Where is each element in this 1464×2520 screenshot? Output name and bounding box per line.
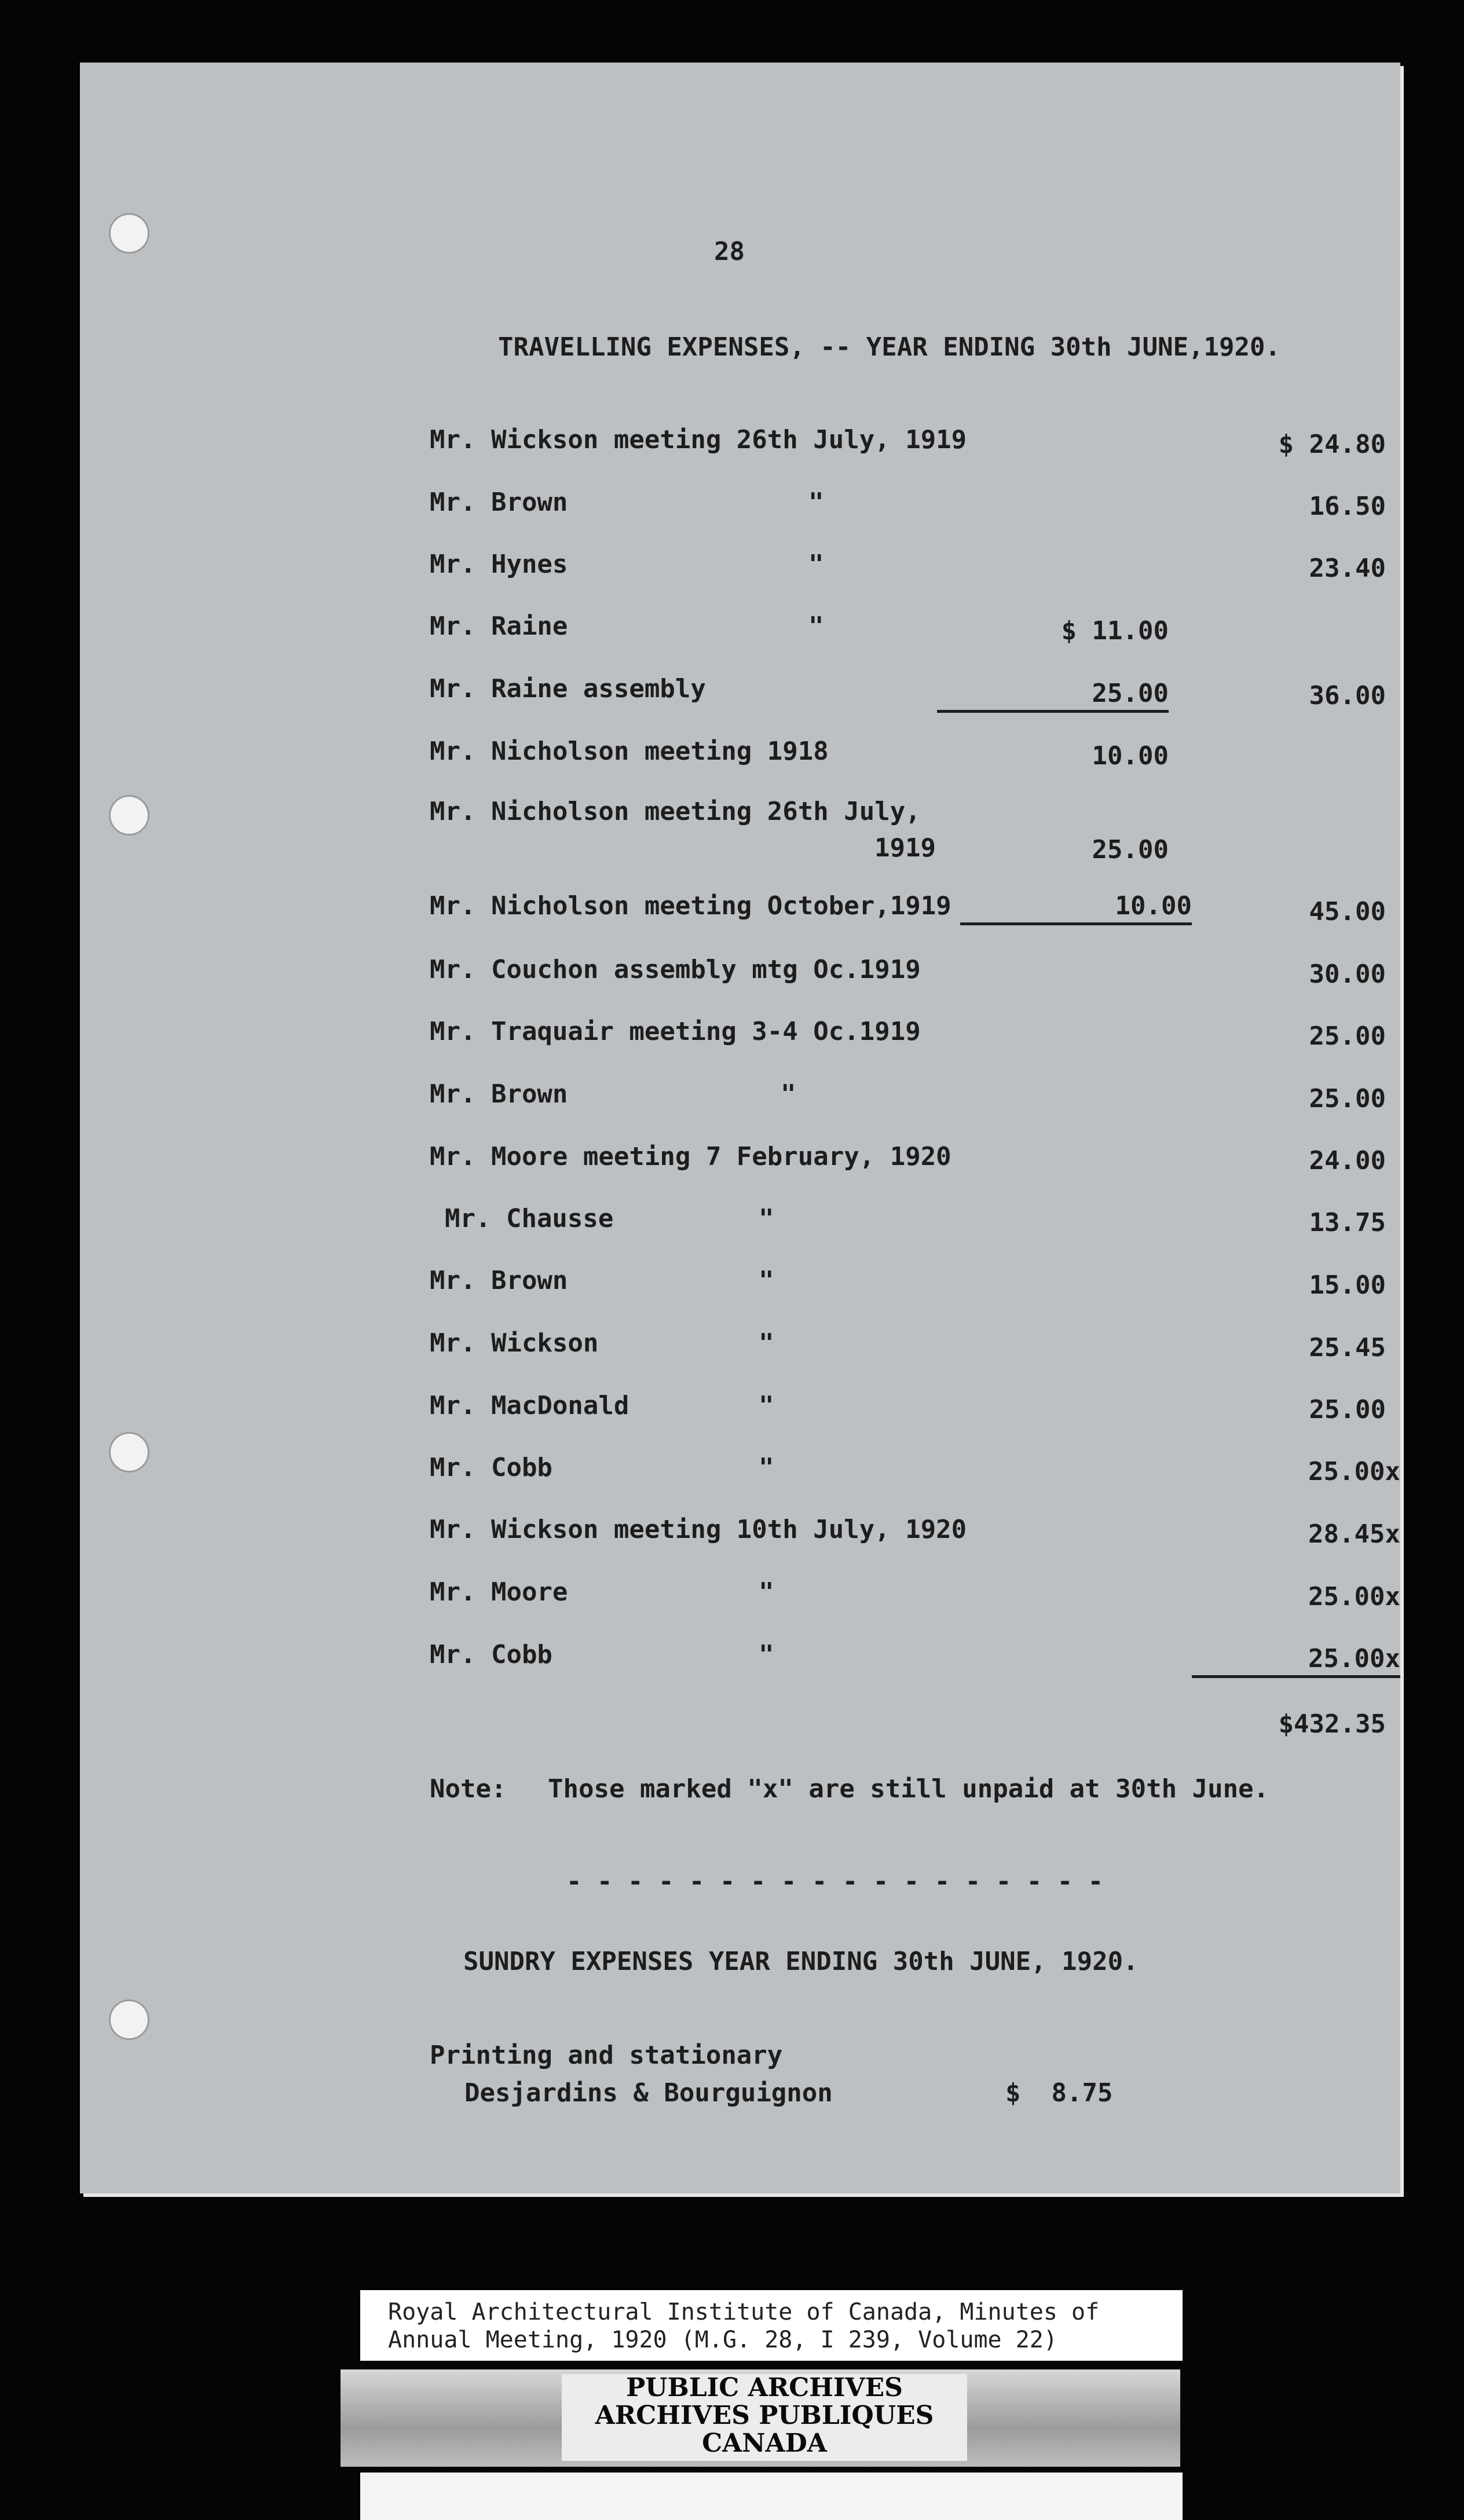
caption-line: Annual Meeting, 1920 (M.G. 28, I 239, Volume 22) xyxy=(388,2327,1057,2353)
row-amount: 25.00 xyxy=(1309,1395,1386,1424)
punch-hole xyxy=(109,1432,149,1473)
row-desc: Mr. Moore xyxy=(430,1577,568,1607)
row-desc: Mr. Traquair meeting 3-4 Oc.1919 xyxy=(430,1017,921,1046)
row-subamount: 10.00 xyxy=(960,893,1192,925)
punch-hole xyxy=(109,213,149,254)
row-desc: Mr. Cobb xyxy=(430,1453,552,1482)
sundry-line: Printing and stationary xyxy=(430,2041,783,2070)
row-desc: Mr. Nicholson meeting 1918 xyxy=(430,737,829,766)
row-amount: 36.00 xyxy=(1309,681,1386,710)
travelling-total: $432.35 xyxy=(1278,1709,1386,1739)
row-desc: Mr. Couchon assembly mtg Oc.1919 xyxy=(430,955,921,984)
page-number: 28 xyxy=(714,237,745,266)
row-desc: Mr. Wickson xyxy=(430,1328,599,1358)
punch-hole xyxy=(109,1999,149,2040)
row-amount: 25.00x xyxy=(1308,1457,1400,1486)
row-desc: Mr. Brown xyxy=(430,488,568,517)
sundry-expenses-title: SUNDRY EXPENSES YEAR ENDING 30th JUNE, 1920. xyxy=(463,1947,1139,1976)
caption-line: Royal Architectural Institute of Canada, Minutes of xyxy=(388,2299,1100,2325)
row-subamount: 10.00 xyxy=(1092,741,1169,771)
row-amount: $ 24.80 xyxy=(1278,430,1386,459)
row-amount: 30.00 xyxy=(1309,959,1386,989)
row-desc-continued: 1919 xyxy=(874,833,936,863)
row-amount: 25.00 xyxy=(1309,1021,1386,1051)
row-subamount: 25.00 xyxy=(937,681,1169,713)
row-desc: Mr. Brown xyxy=(430,1079,568,1109)
travelling-expenses-title: TRAVELLING EXPENSES, -- YEAR ENDING 30th JUNE,1920. xyxy=(498,332,1281,362)
sundry-amount: $ 8.75 xyxy=(1005,2078,1113,2108)
archive-tape xyxy=(341,2369,1180,2467)
note-label: Note: xyxy=(430,1774,507,1804)
row-amount: 45.00 xyxy=(1309,897,1386,926)
row-desc: Mr. Nicholson meeting 26th July, xyxy=(430,797,921,826)
stamp-line: ARCHIVES PUBLIQUES xyxy=(595,2401,934,2430)
row-amount: 28.45x xyxy=(1308,1519,1400,1549)
ditto-mark: " xyxy=(759,1204,774,1233)
row-desc: Mr. Raine assembly xyxy=(430,674,706,704)
note-text: Those marked "x" are still unpaid at 30th June. xyxy=(548,1774,1269,1804)
stamp-line: PUBLIC ARCHIVES xyxy=(626,2373,903,2402)
caption-card-bottom xyxy=(360,2473,1183,2520)
row-desc: Mr. MacDonald xyxy=(430,1391,629,1420)
stamp-line: CANADA xyxy=(702,2429,827,2458)
row-desc: Mr. Brown xyxy=(430,1266,568,1295)
archive-caption xyxy=(360,2290,1183,2361)
sundry-line: Desjardins & Bourguignon xyxy=(464,2078,833,2108)
archives-stamp xyxy=(562,2374,967,2461)
ditto-mark: " xyxy=(759,1391,774,1420)
row-amount: 23.40 xyxy=(1309,554,1386,583)
row-desc: Mr. Hynes xyxy=(430,550,568,579)
ditto-mark: " xyxy=(759,1577,774,1607)
row-desc: Mr. Cobb xyxy=(430,1640,552,1669)
row-desc: Mr. Nicholson meeting October,1919 xyxy=(430,891,951,921)
row-amount: 25.00x xyxy=(1308,1582,1400,1611)
ditto-mark: " xyxy=(759,1266,774,1295)
punch-hole xyxy=(109,795,149,836)
row-amount: 25.00x xyxy=(1192,1646,1400,1678)
row-desc: Mr. Raine xyxy=(430,611,568,641)
row-amount: 15.00 xyxy=(1309,1270,1386,1300)
row-subamount: $ 11.00 xyxy=(1061,616,1169,646)
row-desc: Mr. Moore meeting 7 February, 1920 xyxy=(430,1142,951,1171)
ditto-mark: " xyxy=(759,1328,774,1358)
section-separator: - - - - - - - - - - - - - - - - - - xyxy=(566,1867,1104,1896)
ditto-mark: " xyxy=(759,1453,774,1482)
row-subamount: 25.00 xyxy=(1092,835,1169,865)
document-page xyxy=(80,63,1400,2193)
row-desc: Mr. Wickson meeting 10th July, 1920 xyxy=(430,1515,967,1544)
ditto-mark: " xyxy=(808,488,824,517)
ditto-mark: " xyxy=(759,1640,774,1669)
row-desc: Mr. Chausse xyxy=(445,1204,614,1233)
row-amount: 24.00 xyxy=(1309,1146,1386,1175)
row-amount: 25.45 xyxy=(1309,1333,1386,1362)
row-desc: Mr. Wickson meeting 26th July, 1919 xyxy=(430,425,967,455)
ditto-mark: " xyxy=(808,550,824,579)
ditto-mark: " xyxy=(781,1079,796,1109)
row-amount: 25.00 xyxy=(1309,1084,1386,1114)
ditto-mark: " xyxy=(808,611,824,641)
row-amount: 16.50 xyxy=(1309,492,1386,521)
row-amount: 13.75 xyxy=(1309,1208,1386,1237)
